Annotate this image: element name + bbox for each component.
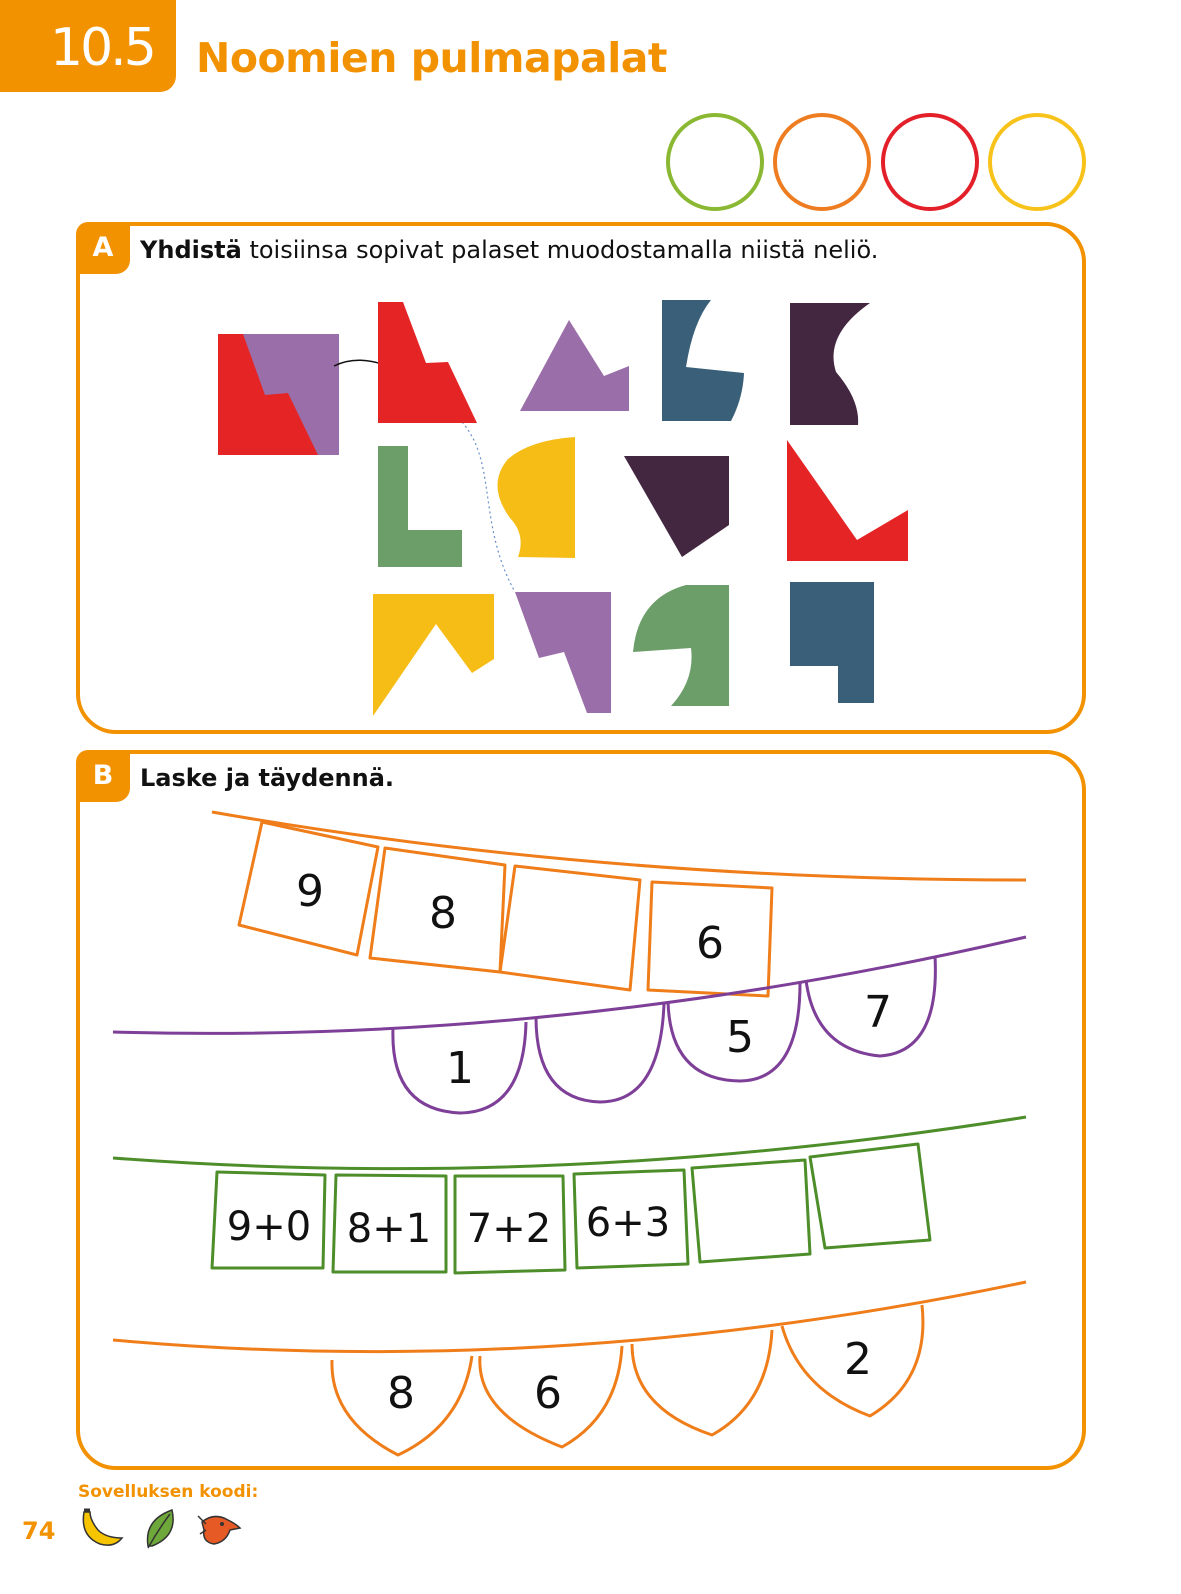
leaf-icon[interactable] <box>148 1510 174 1548</box>
flag-row2-2 <box>536 1004 664 1102</box>
flag-row3-6 <box>810 1144 930 1248</box>
task-a-label: A <box>76 222 130 274</box>
app-code-icons <box>78 1506 248 1552</box>
flag-row2-value: 1 <box>446 1043 474 1094</box>
flag-row1-3 <box>500 866 640 990</box>
task-b-label: B <box>76 750 130 802</box>
flag-row4-value: 2 <box>844 1334 872 1385</box>
task-a-instruction-verb: Yhdistä <box>140 236 242 264</box>
flag-row1-value: 9 <box>296 866 324 917</box>
flag-row4-value: 8 <box>387 1368 415 1419</box>
app-code-label: Sovelluksen koodi: <box>78 1482 259 1502</box>
chapter-number: 10.5 <box>50 18 154 78</box>
garland-row-4 <box>113 1282 1026 1455</box>
task-a-instruction-text: toisiinsa sopivat palaset muodostamalla niistä neliö. <box>241 236 879 264</box>
task-b-instruction: Laske ja täydennä. <box>140 764 395 792</box>
flag-row3-value: 7+2 <box>466 1206 552 1252</box>
page-number: 74 <box>22 1517 56 1545</box>
flag-row4-value: 6 <box>534 1368 562 1419</box>
flag-row3-value: 9+0 <box>226 1204 312 1250</box>
chapter-title: Noomien pulmapalat <box>196 34 668 82</box>
flag-row2-value: 5 <box>726 1012 754 1063</box>
flag-row4-3 <box>632 1330 772 1435</box>
banana-icon[interactable] <box>83 1510 122 1545</box>
flag-row1-value: 8 <box>429 888 457 939</box>
flag-row1-value: 6 <box>696 918 724 969</box>
flag-row3-5 <box>692 1160 810 1262</box>
flag-row2-value: 7 <box>864 987 892 1038</box>
garland-row-1 <box>212 812 1026 996</box>
garland-row-3-values <box>227 1200 670 1252</box>
bird-icon[interactable] <box>198 1516 240 1544</box>
flag-row3-value: 6+3 <box>585 1200 671 1246</box>
flag-row3-value: 8+1 <box>346 1206 432 1252</box>
